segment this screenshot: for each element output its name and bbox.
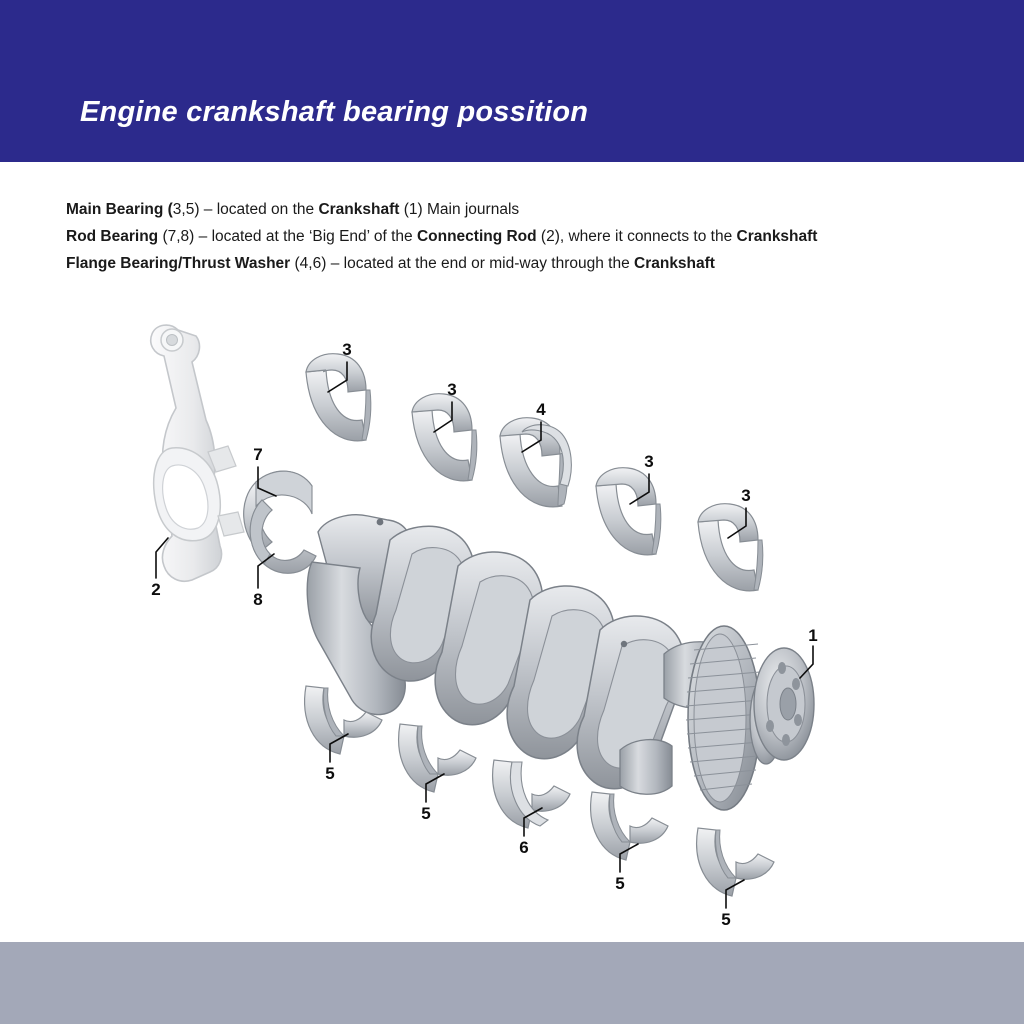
- intro-text-block: [66, 196, 1006, 277]
- intro-text-segment: (7,8) – located at the ‘Big End’ of the: [158, 228, 417, 245]
- callout-6: 6: [519, 838, 529, 857]
- callout-3-c: 3: [644, 452, 654, 471]
- header-banner: [0, 0, 1024, 162]
- part-flange-bearing-upper: [500, 418, 571, 507]
- page-title: Engine crankshaft bearing possition: [80, 96, 589, 128]
- intro-text-segment: (2), where it connects to the: [536, 228, 737, 245]
- intro-text-segment: (1) Main journals: [399, 201, 520, 218]
- exploded-crankshaft-bearing-diagram: [60, 300, 970, 945]
- part-rod-bearing-lower-shell: [250, 500, 316, 573]
- intro-line-1: [66, 196, 1006, 223]
- callout-3-a: 3: [342, 340, 352, 359]
- part-main-bearing-upper-shell-1: [306, 354, 371, 441]
- callout-7: 7: [253, 445, 263, 464]
- part-main-bearing-lower-shell-2: [399, 724, 476, 792]
- callout-5-b: 5: [421, 804, 431, 823]
- callout-3-d: 3: [741, 486, 751, 505]
- intro-text-segment: (4,6) – located at the end or mid-way through the: [290, 255, 634, 272]
- part-main-bearing-upper-shell-2: [412, 394, 477, 481]
- crankshaft-rear-flange: [750, 648, 814, 764]
- callout-4: 4: [536, 400, 546, 419]
- footer-band: [0, 942, 1024, 1024]
- part-thrust-washer-lower: [493, 760, 570, 828]
- intro-text-segment: Rod Bearing: [66, 228, 159, 245]
- header-accent: [0, 0, 36, 162]
- intro-text-segment: Crankshaft: [318, 201, 400, 218]
- intro-text-segment: Crankshaft: [634, 255, 715, 272]
- intro-text-segment: Flange Bearing/Thrust Washer: [66, 255, 291, 272]
- callout-3-b: 3: [447, 380, 457, 399]
- callout-5-a: 5: [325, 764, 335, 783]
- part-main-bearing-upper-shell-3: [596, 468, 661, 555]
- part-crankshaft: [307, 515, 814, 810]
- intro-line-3: [66, 250, 1006, 277]
- callout-1: 1: [808, 626, 818, 645]
- intro-text-segment: Crankshaft: [736, 228, 818, 245]
- intro-text-segment: Connecting Rod: [416, 228, 537, 245]
- part-main-bearing-lower-shell-4: [697, 828, 774, 896]
- intro-text-segment: 3,5) – located on the: [172, 201, 319, 218]
- intro-text-segment: Main Bearing (: [66, 201, 173, 218]
- callout-8: 8: [253, 590, 263, 609]
- callout-5-c: 5: [615, 874, 625, 893]
- part-main-bearing-lower-shell-3: [591, 792, 668, 860]
- part-main-bearing-upper-shell-4: [698, 504, 763, 591]
- callout-5-d: 5: [721, 910, 731, 929]
- callout-2: 2: [151, 580, 161, 599]
- intro-line-2: [66, 223, 1006, 250]
